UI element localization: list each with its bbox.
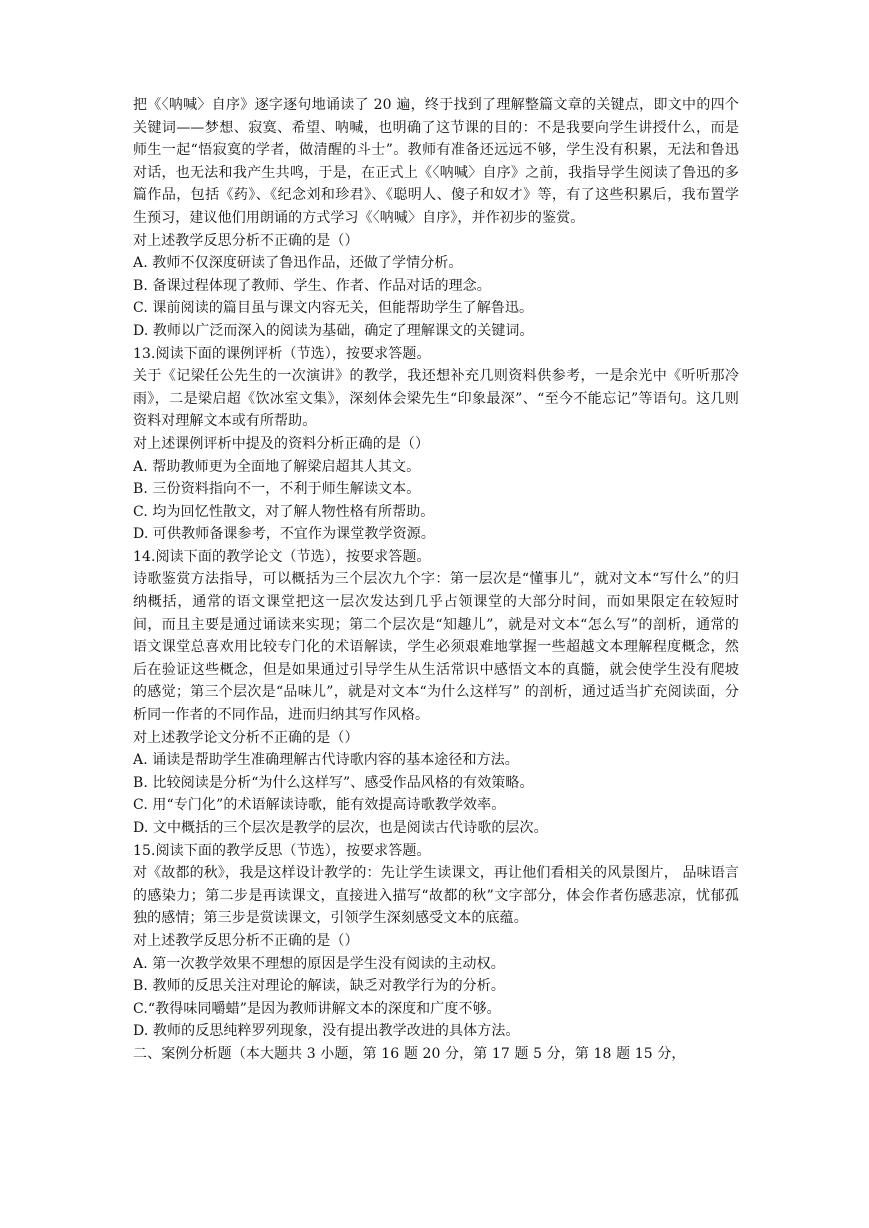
document-page [133,94,739,1066]
question-15-option-b: B. 教师的反思关注对理论的解读，缺乏对教学行为的分析。 [133,978,505,995]
question-14-option-c: C. 用“专门化”的术语解读诗歌，能有效提高诗歌教学效率。 [133,797,506,814]
question-15-stem: 对上述教学反思分析不正确的是（） [133,932,359,949]
question-15-passage: 对《故都的秋》，我是这样设计教学的：先让学生读课文，再让他们看相关的风景图片， 品味语言的感染力；第二步是再读课文，直接进入描写“故都的秋”文字部分，体会作者伤感悲凉，忧郁孤独的感情；第三步是赏读课文，引领学生深刻感受文本的底蕴。 [133,865,739,927]
question-14-title: 14.阅读下面的教学论文（节选），按要求答题。 [133,548,431,565]
question-12-stem: 对上述教学反思分析不正确的是（） [133,232,359,249]
question-12-option-c: C. 课前阅读的篇目虽与课文内容无关，但能帮助学生了解鲁迅。 [133,300,534,317]
question-14-passage: 诗歌鉴赏方法指导，可以概括为三个层次九个字：第一层次是“懂事儿”，就对文本“写什么”的归纳概括，通常的语文课堂把这一层次发达到几乎占领课堂的大部分时间，而如果限定在较短时间，而且主要是通过诵读来实现；第二个层次是“知趣儿”，就是对文本“怎么写”的剖析，通常的语文课堂总喜欢用比较专门化的术语解读，学生必须艰难地掌握一些超越文本理解程度概念，然后在验证这些概念，但是如果通过引导学生从生活常识中感悟文本的真髓，就会使学生没有爬坡的感觉；第三个层次是“品味儿”，就是对文本“为什么这样写” 的剖析，通过适当扩充阅读面，分析同一作者的不同作品，进而归纳其写作风格。 [133,571,739,724]
question-14 [133,546,739,840]
question-15-option-c: C.“教得味同嚼蜡”是因为教师讲解文本的深度和广度不够。 [133,1000,501,1017]
question-13-passage: 关于《记梁任公先生的一次演讲》的教学，我还想补充几则资料供参考，一是余光中《听听那冷雨》，二是梁启超《饮冰室文集》，深刻体会梁先生“印象最深”、“至今不能忘记”等语句。这几则资料对理解文本或有所帮助。 [133,368,739,430]
question-15-title: 15.阅读下面的教学反思（节选），按要求答题。 [133,842,431,859]
question-12-option-a: A. 教师不仅深度研读了鲁迅作品，还做了学情分析。 [133,255,463,272]
question-14-option-d: D. 文中概括的三个层次是教学的层次，也是阅读古代诗歌的层次。 [133,820,548,836]
question-14-stem: 对上述教学论文分析不正确的是（） [133,729,359,746]
question-13-option-c: C. 均为回忆性散文，对了解人物性格有所帮助。 [133,503,435,520]
question-13-title: 13.阅读下面的课例评析（节选），按要求答题。 [133,345,431,362]
question-13-option-d: D. 可供教师备课参考，不宜作为课堂教学资源。 [133,526,435,543]
question-12-option-b: B. 备课过程体现了教师、学生、作者、作品对话的理念。 [133,277,491,294]
question-15 [133,840,739,1043]
question-14-option-b: B. 比较阅读是分析“为什么这样写”、感受作品风格的有效策略。 [133,774,534,791]
question-13-stem: 对上述课例评析中提及的资料分析正确的是（） [133,435,430,452]
question-14-option-a: A. 诵读是帮助学生准确理解古代诗歌内容的基本途径和方法。 [133,752,519,769]
question-13-option-a: A. 帮助教师更为全面地了解梁启超其人其文。 [133,458,421,475]
question-12-option-d: D. 教师以广泛而深入的阅读为基础，确定了理解课文的关键词。 [133,322,534,339]
question-15-option-d: D. 教师的反思纯粹罗列现象，没有提出教学改进的具体方法。 [133,1023,520,1040]
question-15-option-a: A. 第一次教学效果不理想的原因是学生没有阅读的主动权。 [133,955,505,972]
section-two-heading: 二、案例分析题（本大题共 3 小题，第 16 题 20 分，第 17 题 5 分，第 18 题 15 分， [133,1045,686,1062]
question-12 [133,230,739,343]
question-13-option-b: B. 三份资料指向不一，不利于师生解读文本。 [133,481,421,498]
intro-paragraph: 把《〈呐喊〉自序》逐字逐句地诵读了 20 遍，终于找到了理解整篇文章的关键点，即文中的四个关键词——梦想、寂寞、希望、呐喊，也明确了这节课的目的：不是我要向学生讲授什么，而是师生一起“悟寂寞的学者，做清醒的斗士”。教师有准备还远远不够，学生没有积累，无法和鲁迅对话，也无法和我产生共鸣，于是，在正式上《〈呐喊〉自序》之前，我指导学生阅读了鲁迅的多篇作品，包括《药》、《纪念刘和珍君》、《聪明人、傻子和奴才》等，有了这些积累后，我布置学生预习，建议他们用朗诵的方式学习《〈呐喊〉自序》，并作初步的鉴赏。 [133,97,739,226]
question-13 [133,343,739,546]
